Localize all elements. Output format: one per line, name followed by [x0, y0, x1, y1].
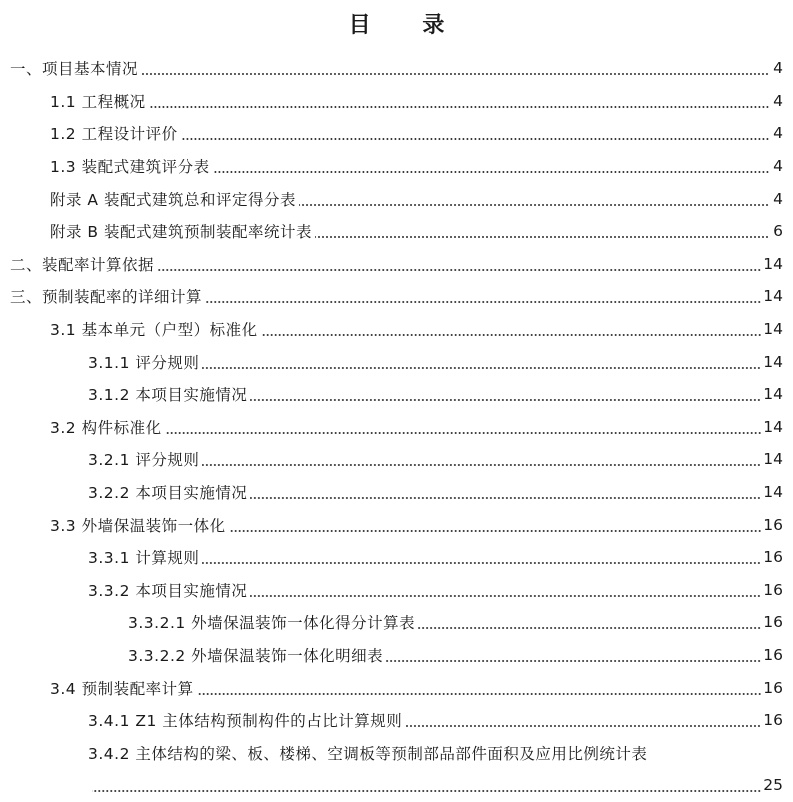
- toc-entry-label: 一、项目基本情况: [10, 60, 139, 79]
- toc-entry[interactable]: [0, 215, 793, 248]
- toc-entry-label: 附录 A 装配式建筑总和评定得分表: [50, 190, 296, 209]
- toc-entry-label: 三、预制装配率的详细计算: [10, 288, 203, 307]
- dot-leader: [141, 73, 769, 75]
- dot-leader: [149, 106, 769, 108]
- dot-leader: [299, 204, 769, 206]
- dot-leader: [250, 595, 761, 597]
- toc-entry-label: 1.3 装配式建筑评分表: [50, 158, 210, 177]
- toc-entry[interactable]: [0, 117, 793, 150]
- dot-leader: [261, 334, 762, 336]
- toc-page-number: 14: [763, 385, 783, 404]
- page-title: 目 录: [348, 13, 467, 38]
- dot-leader: [197, 693, 762, 695]
- toc-page-number: 14: [763, 320, 783, 339]
- toc-entry-label: 二、装配率计算依据: [10, 255, 155, 274]
- toc-page-number: 14: [763, 483, 783, 502]
- toc-entry[interactable]: [0, 150, 793, 183]
- dot-leader: [181, 138, 769, 140]
- dot-leader: [157, 269, 761, 271]
- dot-leader: [386, 660, 761, 662]
- toc-page-number: 4: [773, 59, 783, 78]
- dot-leader: [202, 464, 761, 466]
- toc-entry-label: 3.2.1 评分规则: [88, 451, 200, 470]
- toc-entry[interactable]: [0, 541, 793, 574]
- toc-entry[interactable]: [0, 248, 793, 281]
- dot-leader: [315, 236, 769, 238]
- toc-page-number: 16: [763, 548, 783, 567]
- toc-page-number: 4: [773, 124, 783, 143]
- toc-entry[interactable]: [0, 378, 793, 411]
- toc-entry-label: 3.3.1 计算规则: [88, 549, 200, 568]
- toc-list: [0, 52, 793, 801]
- toc-entry[interactable]: [0, 508, 793, 541]
- toc-entry-label: 3.1 基本单元（户型）标准化: [50, 321, 258, 340]
- dot-leader: [92, 790, 761, 792]
- dot-leader: [202, 562, 761, 564]
- toc-entry-label: 3.2 构件标准化: [50, 418, 162, 437]
- toc-page-number: 14: [763, 450, 783, 469]
- toc-page-number: 14: [763, 287, 783, 306]
- dot-leader: [250, 399, 761, 401]
- toc-entry[interactable]: [0, 704, 793, 737]
- toc-entry-label: 3.4 预制装配率计算: [50, 679, 194, 698]
- toc-entry[interactable]: [0, 85, 793, 118]
- toc-page-number: 14: [763, 417, 783, 436]
- toc-page-number: 16: [763, 613, 783, 632]
- dot-leader: [165, 432, 762, 434]
- dot-leader: [405, 725, 761, 727]
- toc-entry[interactable]: [0, 52, 793, 85]
- dot-leader: [229, 530, 762, 532]
- toc-entry-label: 3.3.2 本项目实施情况: [88, 581, 248, 600]
- dot-leader: [418, 627, 761, 629]
- toc-page-number: 16: [763, 711, 783, 730]
- toc-page-number: 4: [773, 189, 783, 208]
- toc-entry[interactable]: [0, 639, 793, 672]
- toc-page-number: 16: [763, 580, 783, 599]
- toc-entry-label: 3.3.2.2 外墙保温装饰一体化明细表: [128, 646, 384, 665]
- toc-entry[interactable]: [0, 476, 793, 509]
- dot-leader: [213, 171, 769, 173]
- toc-entry-label: 3.3.2.1 外墙保温装饰一体化得分计算表: [128, 614, 416, 633]
- toc-page-number: 25: [763, 776, 783, 795]
- toc-entry-label: 3.4.2 主体结构的梁、板、楼梯、空调板等预制部品部件面积及应用比例统计表: [88, 744, 648, 763]
- dot-leader: [205, 301, 761, 303]
- toc-entry[interactable]: [0, 736, 793, 801]
- toc-entry-label: 1.1 工程概况: [50, 92, 146, 111]
- toc-page-number: 14: [763, 352, 783, 371]
- toc-entry[interactable]: [0, 411, 793, 444]
- toc-entry-label: 3.2.2 本项目实施情况: [88, 484, 248, 503]
- toc-entry[interactable]: [0, 313, 793, 346]
- toc-entry[interactable]: [0, 574, 793, 607]
- toc-entry[interactable]: [0, 280, 793, 313]
- toc-entry[interactable]: [0, 345, 793, 378]
- toc-entry[interactable]: [0, 606, 793, 639]
- toc-entry[interactable]: [0, 443, 793, 476]
- toc-entry[interactable]: [0, 182, 793, 215]
- toc-entry-label: 3.4.1 Z1 主体结构预制构件的占比计算规则: [88, 712, 403, 731]
- dot-leader: [202, 367, 761, 369]
- toc-entry[interactable]: [0, 671, 793, 704]
- toc-entry-label: 附录 B 装配式建筑预制装配率统计表: [50, 223, 312, 242]
- dot-leader: [250, 497, 761, 499]
- toc-entry-label: 1.2 工程设计评价: [50, 125, 178, 144]
- toc-entry-label: 3.1.2 本项目实施情况: [88, 386, 248, 405]
- toc-page-number: 4: [773, 91, 783, 110]
- toc-page-number: 6: [773, 222, 783, 241]
- toc-entry-label: 3.3 外墙保温装饰一体化: [50, 516, 226, 535]
- toc-page-number: 16: [763, 678, 783, 697]
- toc-page-number: 14: [763, 254, 783, 273]
- toc-entry-label: 3.1.1 评分规则: [88, 353, 200, 372]
- toc-page-number: 16: [763, 515, 783, 534]
- toc-page-number: 4: [773, 157, 783, 176]
- toc-page-number: 16: [763, 645, 783, 664]
